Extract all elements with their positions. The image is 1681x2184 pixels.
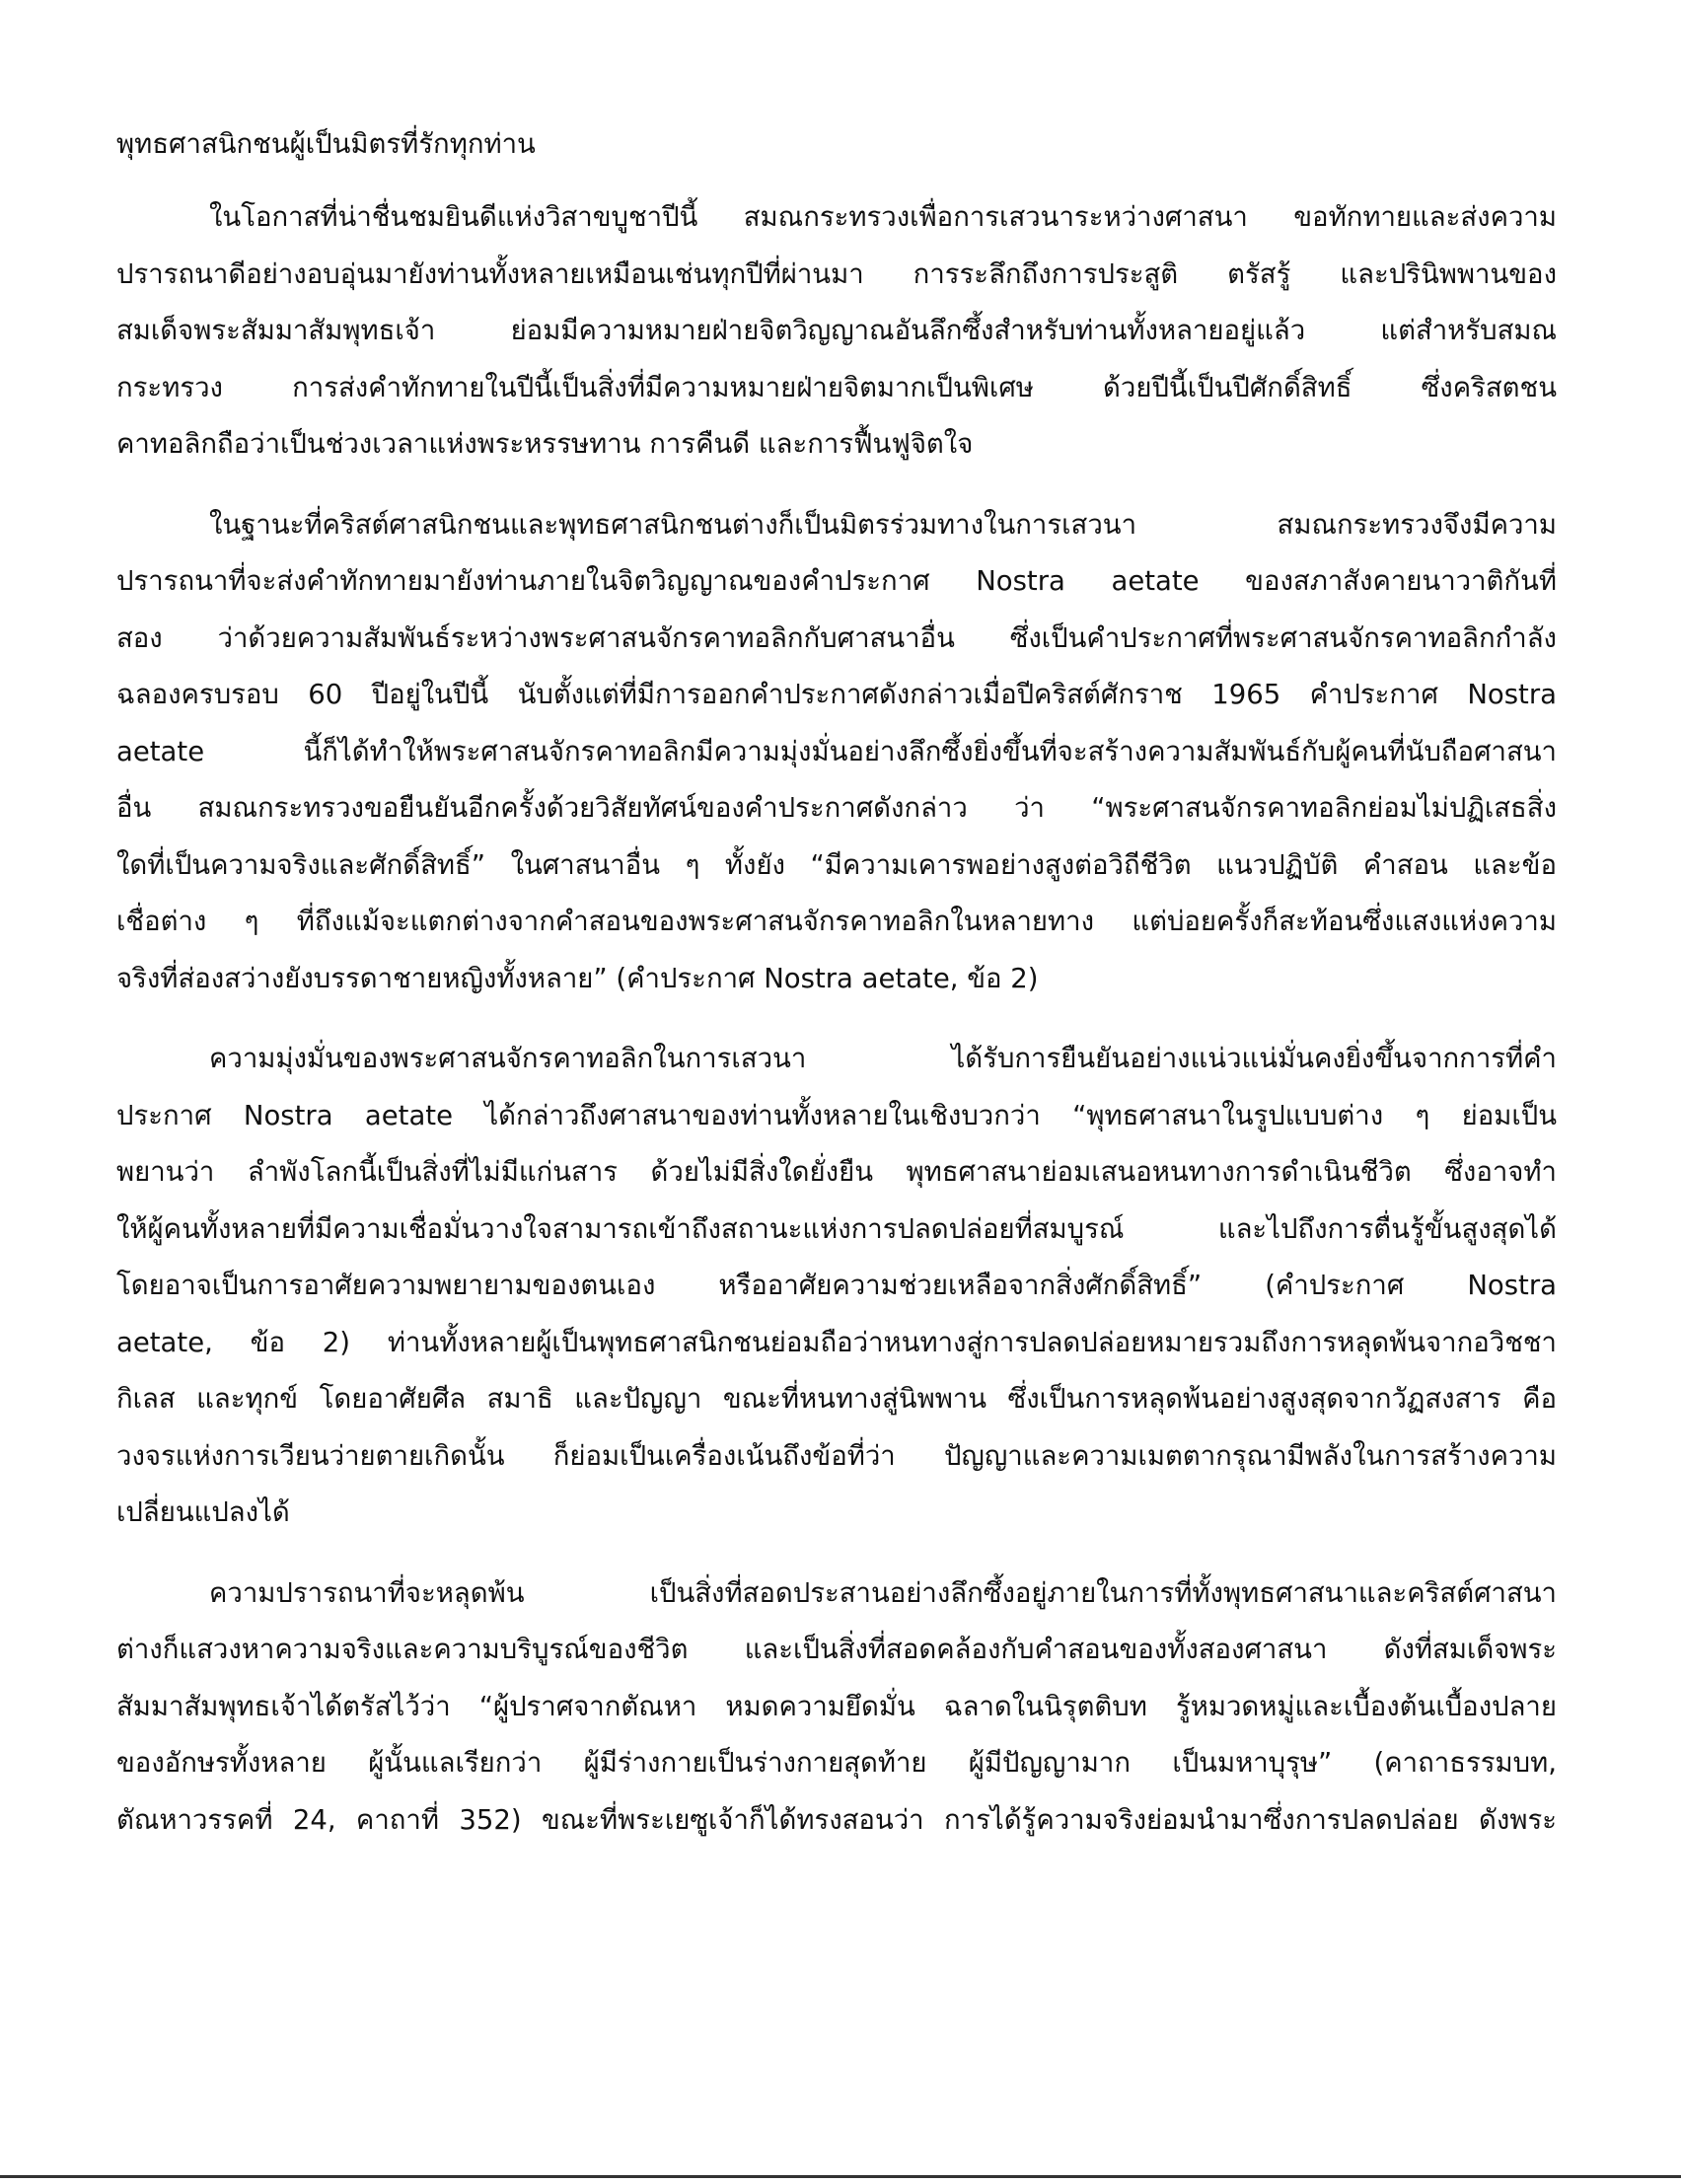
paragraph-line: คาทอลิกถือว่าเป็นช่วงเวลาแห่งพระหรรษทาน การคืนดี และการฟื้นฟูจิตใจ: [116, 428, 974, 460]
paragraph-4: [116, 1565, 1557, 1850]
paragraph-line: aetate, ข้อ 2) ท่านทั้งหลายผู้เป็นพุทธศาสนิกชนย่อมถือว่าหนทางสู่การปลดปล่อยหมายรวมถึงการหลุดพ้นจากอวิชชา: [116, 1326, 1557, 1358]
paragraph-line: aetate นี้ก็ได้ทำให้พระศาสนจักรคาทอลิกมีความมุ่งมั่นอย่างลึกซึ้งยิ่งขึ้นที่จะสร้างความสัมพันธ์กับผู้คนที่นับถือศาสนา: [116, 735, 1557, 767]
paragraph-line: ตัณหาวรรคที่ 24, คาถาที่ 352) ขณะที่พระเยซูเจ้าก็ได้ทรงสอนว่า การได้รู้ความจริงย่อมนำมาซึ่งการปลดปล่อย ดังพระ: [116, 1803, 1557, 1836]
paragraph-line: ในโอกาสที่น่าชื่นชมยินดีแห่งวิสาขบูชาปีนี้ สมณกระทรวงเพื่อการเสวนาระหว่างศาสนา ขอทักทายและส่งความ: [209, 201, 1557, 233]
paragraph-line: จริงที่ส่องสว่างยังบรรดาชายหญิงทั้งหลาย” (คำประกาศ Nostra aetate, ข้อ 2): [116, 962, 1039, 994]
paragraph-line: สัมมาสัมพุทธเจ้าได้ตรัสไว้ว่า “ผู้ปราศจากตัณหา หมดความยึดมั่น ฉลาดในนิรุตติบท รู้หมวดหมู่และเบื้องต้นเบื้องปลาย: [116, 1690, 1557, 1722]
paragraph-line: พยานว่า ลำพังโลกนี้เป็นสิ่งที่ไม่มีแก่นสาร ด้วยไม่มีสิ่งใดยั่งยืน พุทธศาสนาย่อมเสนอหนทางการดำเนินชีวิต ซึ่งอาจทำ: [116, 1156, 1557, 1188]
paragraph-line: สอง ว่าด้วยความสัมพันธ์ระหว่างพระศาสนจักรคาทอลิกกับศาสนาอื่น ซึ่งเป็นคำประกาศที่พระศาสนจักรคาทอลิกกำลัง: [116, 621, 1557, 654]
paragraph-line: ประกาศ Nostra aetate ได้กล่าวถึงศาสนาของท่านทั้งหลายในเชิงบวกว่า “พุทธศาสนาในรูปแบบต่าง ๆ ย่อมเป็น: [116, 1099, 1557, 1131]
page-bottom-rule: [0, 2175, 1681, 2178]
paragraph-2: [116, 497, 1557, 1008]
paragraph-line: ปรารถนาดีอย่างอบอุ่นมายังท่านทั้งหลายเหมือนเช่นทุกปีที่ผ่านมา การระลึกถึงการประสูติ ตรัสรู้ และปรินิพพานของ: [116, 257, 1557, 290]
paragraph-line: เปลี่ยนแปลงได้: [116, 1496, 290, 1528]
paragraph-line: กระทรวง การส่งคำทักทายในปีนี้เป็นสิ่งที่มีความหมายฝ่ายจิตมากเป็นพิเศษ ด้วยปีนี้เป็นปีศักดิ์สิทธิ์ ซึ่งคริสตชน: [116, 371, 1557, 403]
paragraph-line: สมเด็จพระสัมมาสัมพุทธเจ้า ย่อมมีความหมายฝ่ายจิตวิญญาณอันลึกซึ้งสำหรับท่านทั้งหลายอยู่แล้ว แต่สำหรับสมณ: [116, 315, 1557, 346]
paragraph-line: ปรารถนาที่จะส่งคำทักทายมายังท่านภายในจิตวิญญาณของคำประกาศ Nostra aetate ของสภาสังคายนาวาติกันที่: [116, 565, 1557, 597]
paragraph-line: วงจรแห่งการเวียนว่ายตายเกิดนั้น ก็ย่อมเป็นเครื่องเน้นถึงข้อที่ว่า ปัญญาและความเมตตากรุณามีพลังในการสร้างความ: [116, 1439, 1557, 1472]
document-page: [116, 116, 1557, 2129]
paragraph-line: ของอักษรทั้งหลาย ผู้นั้นแลเรียกว่า ผู้มีร่างกายเป็นร่างกายสุดท้าย ผู้มีปัญญามาก เป็นมหาบุรุษ” (คาถาธรรมบท,: [116, 1747, 1557, 1779]
paragraph-line: โดยอาจเป็นการอาศัยความพยายามของตนเอง หรืออาศัยความช่วยเหลือจากสิ่งศักดิ์สิทธิ์” (คำประกาศ Nostra: [116, 1270, 1557, 1301]
paragraph-1: [116, 189, 1557, 473]
paragraph-line: ใดที่เป็นความจริงและศักดิ์สิทธิ์” ในศาสนาอื่น ๆ ทั้งยัง “มีความเคารพอย่างสูงต่อวิถีชีวิต แนวปฏิบัติ คำสอน และข้อ: [116, 848, 1557, 881]
paragraph-line: ความปรารถนาที่จะหลุดพ้น เป็นสิ่งที่สอดประสานอย่างลึกซึ้งอยู่ภายในการที่ทั้งพุทธศาสนาและคริสต์ศาสนา: [209, 1576, 1557, 1609]
paragraph-line: ในฐานะที่คริสต์ศาสนิกชนและพุทธศาสนิกชนต่างก็เป็นมิตรร่วมทางในการเสวนา สมณกระทรวงจึงมีความ: [209, 508, 1557, 541]
paragraph-line: ฉลองครบรอบ 60 ปีอยู่ในปีนี้ นับตั้งแต่ที่มีการออกคำประกาศดังกล่าวเมื่อปีคริสต์ศักราช 1965 คำประกาศ Nostra: [116, 679, 1557, 710]
paragraph-line: ต่างก็แสวงหาความจริงและความบริบูรณ์ของชีวิต และเป็นสิ่งที่สอดคล้องกับคำสอนของทั้งสองศาสนา ดังที่สมเด็จพระ: [116, 1634, 1557, 1665]
paragraph-3: [116, 1031, 1557, 1542]
paragraph-line: อื่น สมณกระทรวงขอยืนยันอีกครั้งด้วยวิสัยทัศน์ของคำประกาศดังกล่าว ว่า “พระศาสนจักรคาทอลิกย่อมไม่ปฏิเสธสิ่ง: [116, 792, 1557, 824]
paragraph-line: กิเลส และทุกข์ โดยอาศัยศีล สมาธิ และปัญญา ขณะที่หนทางสู่นิพพาน ซึ่งเป็นการหลุดพ้นอย่างสูงสุดจากวัฏสงสาร คือ: [116, 1383, 1557, 1415]
salutation: พุทธศาสนิกชนผู้เป็นมิตรที่รักทุกท่าน: [116, 128, 536, 160]
paragraph-line: เชื่อต่าง ๆ ที่ถึงแม้จะแตกต่างจากคำสอนของพระศาสนจักรคาทอลิกในหลายทาง แต่บ่อยครั้งก็สะท้อนซึ่งแสงแห่งความ: [116, 906, 1557, 937]
paragraph-line: ให้ผู้คนทั้งหลายที่มีความเชื่อมั่นวางใจสามารถเข้าถึงสถานะแห่งการปลดปล่อยที่สมบูรณ์ และไปถึงการตื่นรู้ขั้นสูงสุดได้: [116, 1212, 1557, 1245]
paragraph-line: ความมุ่งมั่นของพระศาสนจักรคาทอลิกในการเสวนา ได้รับการยืนยันอย่างแน่วแน่มั่นคงยิ่งขึ้นจากการที่คำ: [209, 1043, 1557, 1074]
